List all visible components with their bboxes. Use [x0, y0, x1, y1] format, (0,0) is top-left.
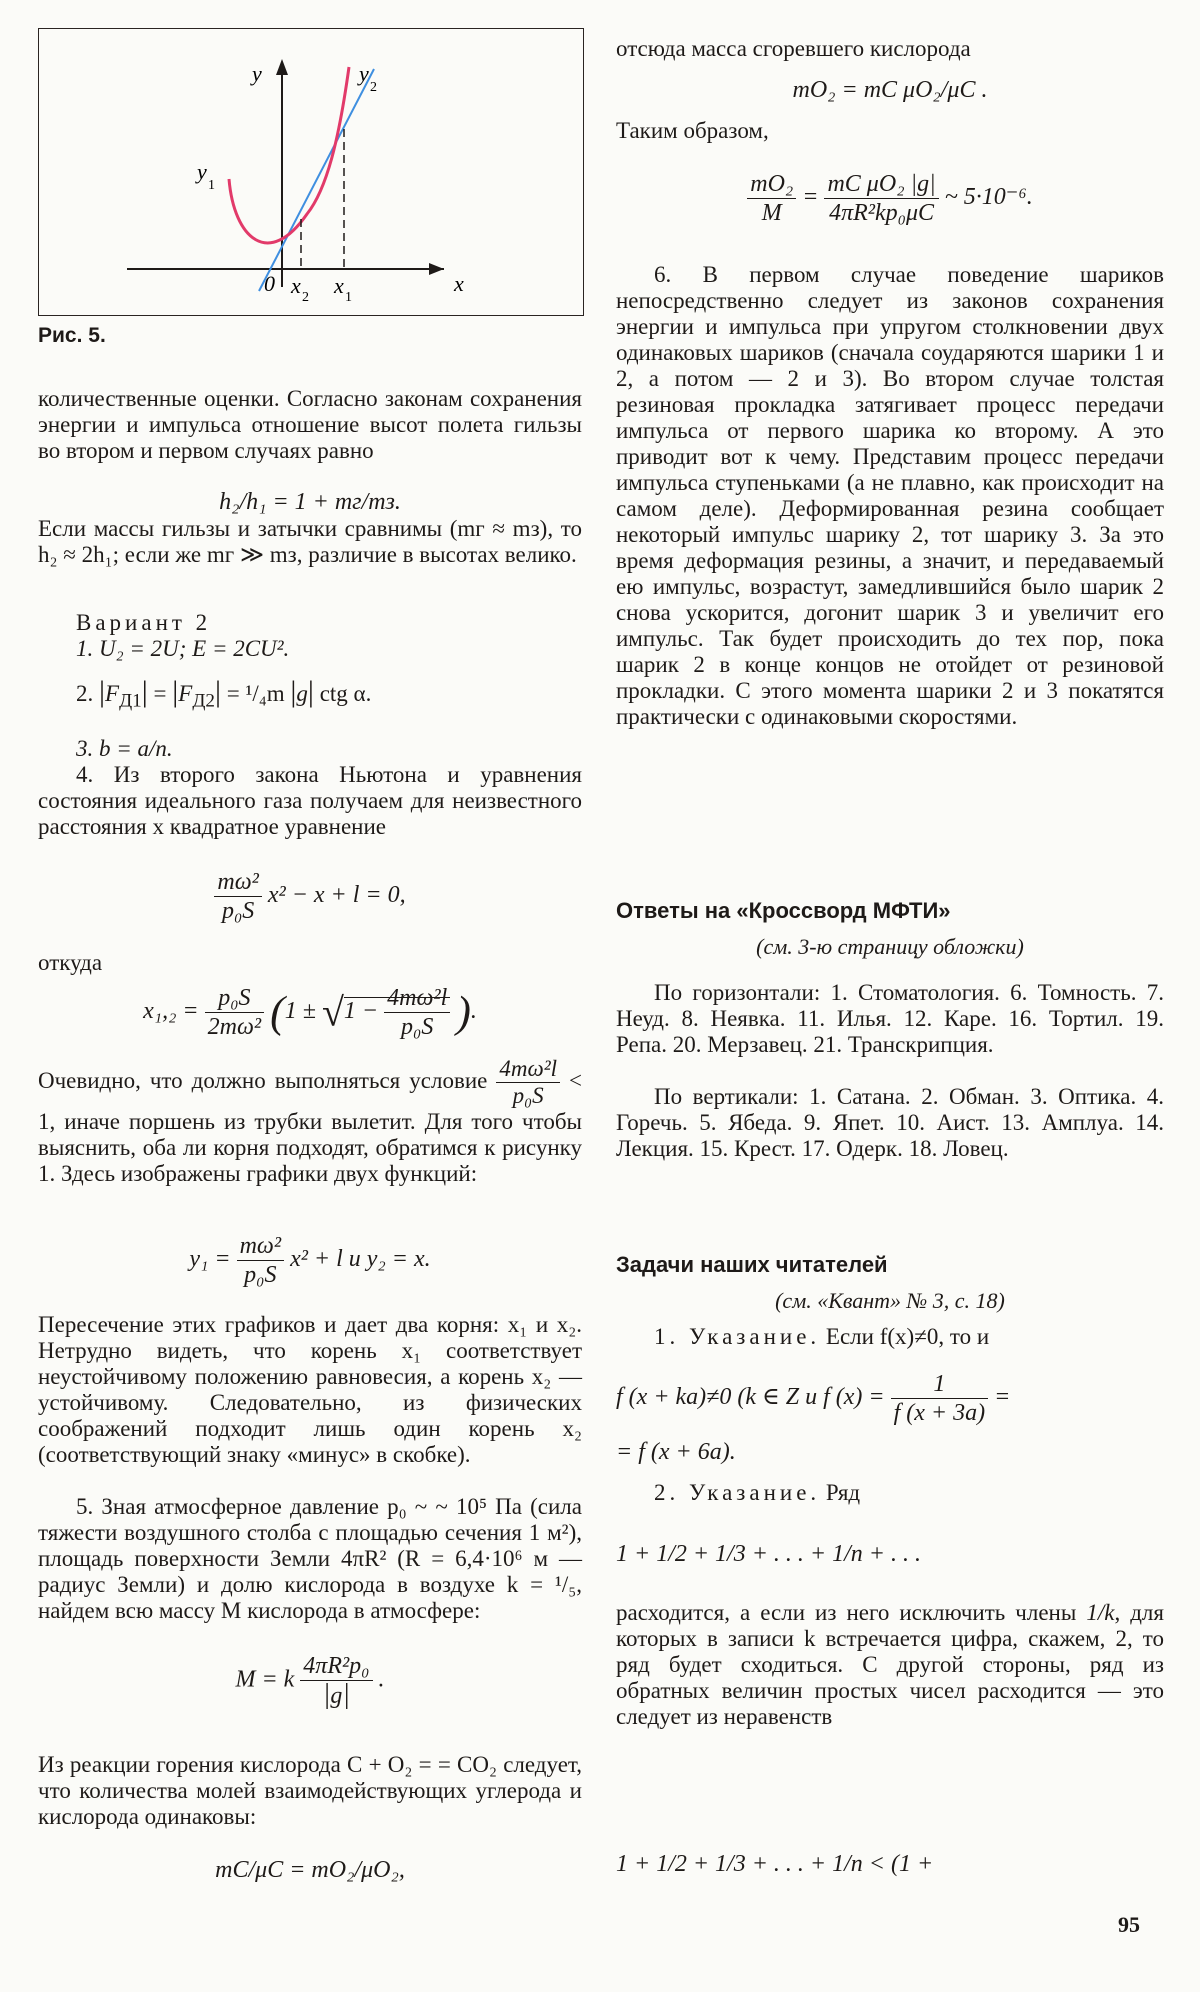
- label-y1-sub: 1: [208, 178, 215, 193]
- answer-2: 2. $|F_{Д1}| = |F_{Д2}| = ^1/_4m$ |g| ctg α.: [76, 675, 372, 712]
- label-x: x: [454, 271, 464, 296]
- crossword-horizontal: По горизонтали: 1. Стоматология. 6. Томность. 7. Неуд. 8. Неявка. 11. Илья. 12. Каре. 16. Тортил. 19. Репа. 20. Мерзавец. 21. Транскрипция.: [616, 980, 1164, 1057]
- series-text-a: расходится, а если из него исключить члены: [616, 1600, 1077, 1625]
- eq7-lhs: M = k: [235, 1666, 295, 1693]
- p5-a: Очевидно, что должно выполняться условие: [38, 1067, 488, 1093]
- left-paragraph-2: Если массы гильзы и затычки сравнимы (mг ≈ mз), то h₂ ≈ 2h₁; если же mг ≫ mз, различие в высотах велико.: [38, 516, 582, 567]
- y-arrow-icon: [276, 59, 288, 75]
- eq6-num: mω²: [237, 1232, 284, 1261]
- task-1-line: [616, 1324, 1164, 1350]
- right-line-1: отсюда масса сгоревшего кислорода: [616, 36, 971, 61]
- left-paragraph-1: количественные оценки. Согласно законам сохранения энергии и импульса отношение высот полета гильзы во втором и первом случаях равно: [38, 386, 582, 463]
- graph-svg: [39, 29, 583, 315]
- eq4-den: p₀S: [221, 898, 255, 924]
- equation-quadratic: [38, 868, 582, 925]
- equation-roots: x₁,₂ = $\frac{\text{p₀S}}{\text{2mω²}}$ (1 ± √1 − $\frac{\text{4mω²l}}{\text{p₀S}}$ ).: [143, 985, 477, 1040]
- t1-eq-a: f (x + ka)≠0 (k ∈ Z и f (x) =: [616, 1384, 885, 1411]
- equation-mass: M = k $\frac{\text{4πR²p₀}}{|g|}$ .: [235, 1653, 385, 1710]
- x-arrow-icon: [429, 263, 444, 275]
- crossword-vertical: По вертикали: 1. Сатана. 2. Обман. 3. Оптика. 4. Горечь. 5. Ябеда. 9. Япет. 10. Аист. 13. Амплуа. 14. Лекция. 15. Крест. 17. Одерк. 18. Ловец.: [616, 1084, 1164, 1161]
- section-sub-readers: (см. «Квант» № 3, с. 18): [775, 1288, 1005, 1313]
- section-heading-readers: Задачи наших читателей: [616, 1252, 888, 1277]
- line-y2: [259, 69, 374, 291]
- ratio-rhs-num: mC μO₂ |g|: [824, 170, 938, 199]
- right-paragraph-6: 6. В первом случае поведение шариков непосредственно следует из законов сохранения энергии и импульса при упругом столкновении двух одинаковых шариков (сначала соударяются шарики 1 и 2, а потом — 2 и 3). Во втором случае толстая резиновая прокладка затягивает процесс передачи импульса от первого шарика ко второму. А это приводит вот к чему. Представим процесс передачи импульса ступеньками (а не плавно, как происходит на самом деле). Деформированная резина сообщает некоторый импульс шарику 2, тот шарику 3. За это время деформация резины, а значит, и передаваемый ею импульс, возрастут, замедлившийся было шарик 2 снова ускорится, догонит шарик 3 и увеличит его импульс. Так будет происходить до тех пор, пока шарик 2 в конце концов не отойдет от резиновой прокладки. С этого момента шарики 2 и 3 покатятся практически с одинаковыми скоростями.: [616, 262, 1164, 729]
- answer-1: 1. U₂ = 2U; E = 2CU².: [76, 636, 290, 661]
- left-paragraph-7: 5. Зная атмосферное давление p₀ ~ ~ 10⁵ Па (сила тяжести воздушного столба с площадью сечения 1 м²), площадь поверхности Земли 4πR² (R = 6,4·10⁶ м — радиус Земли) и долю кислорода в воздухе k = ¹/₅, найдем всю массу M кислорода в атмосфере:: [38, 1494, 582, 1623]
- equation-heights: h₂/h₁ = 1 + mг/mз.: [219, 489, 401, 515]
- answer-2-tail: ctg α.: [319, 681, 372, 706]
- right-column: [616, 0, 1164, 1992]
- label-x1: x: [334, 273, 344, 298]
- task-2-line: [616, 1480, 1164, 1506]
- p5-num: 4mω²l: [496, 1056, 560, 1083]
- equation-ratio: $\frac{\text{mO₂}}{M}$ = $\frac{\text{mC μO₂ |g|}}{\text{4πR²kp₀μC}}$ ~ 5·10⁻⁶.: [616, 170, 1164, 227]
- task-1-equation: [616, 1370, 1164, 1427]
- ratio-rhs-den: 4πR²kp₀μC: [829, 200, 935, 226]
- eq6-lhs: y₁ =: [189, 1246, 231, 1273]
- t1-eq-den: f (x + 3a): [893, 1400, 986, 1426]
- label-x2-sub: 2: [302, 290, 309, 305]
- eq5-num: p₀S: [205, 984, 264, 1013]
- series-text-b: , для которых в записи k встречается цифра, скажем, 2, то ряд будет сходиться. С другой стороны, ряд из обратных величин простых чисел расходится — это следует из неравенств: [616, 1600, 1164, 1729]
- section-heading-crossword: Ответы на «Кроссворд МФТИ»: [616, 898, 951, 923]
- equation-moles: mC/μC = mO₂/μO₂,: [215, 1857, 405, 1883]
- eq6-rhs: x² + l и y₂ = x.: [290, 1246, 431, 1273]
- eq5-den: 2mω²: [207, 1014, 262, 1040]
- task-2-text: Ряд: [825, 1480, 861, 1505]
- task-1-label: 1. Указание.: [654, 1324, 821, 1349]
- label-y2: y: [359, 61, 369, 86]
- left-paragraph-8: Из реакции горения кислорода C + O₂ = = CO₂ следует, что количества молей взаимодействующих углерода и кислорода одинаковы:: [38, 1752, 582, 1829]
- eq7-num: 4πR²p₀: [300, 1652, 372, 1681]
- left-paragraph-6: Пересечение этих графиков и дает два корня: x₁ и x₂. Нетрудно видеть, что корень x₁ соответствует неустойчивому положению равновесия, а корень x₂ — устойчивому. Следовательно, из физических соображений подходит лишь один корень x₂ (соответствующий знаку «минус» в скобке).: [38, 1312, 582, 1467]
- eq4-num: mω²: [214, 868, 261, 897]
- series-inequality: 1 + 1/2 + 1/3 + . . . + 1/n < (1 +: [616, 1851, 934, 1877]
- left-paragraph-4: 4. Из второго закона Ньютона и уравнения состояния идеального газа получаем для неизвестного расстояния x квадратное уравнение: [38, 762, 582, 839]
- series-frac: 1/k: [1086, 1600, 1115, 1625]
- task-2-label: 2. Указание.: [654, 1480, 821, 1505]
- ratio-num: mO₂: [747, 170, 796, 199]
- eq5-inner-num: 4mω²l: [384, 984, 450, 1013]
- right-line-2: Таким образом,: [616, 118, 769, 143]
- series-harmonic: 1 + 1/2 + 1/3 + . . . + 1/n + . . .: [616, 1541, 921, 1567]
- eq6-den: p₀S: [244, 1262, 277, 1288]
- figure-caption: Рис. 5.: [38, 324, 106, 347]
- left-paragraph-5: [38, 1056, 582, 1187]
- label-y2-sub: 2: [370, 80, 377, 95]
- curve-y1: [229, 67, 349, 243]
- p5-b: < 1, иначе поршень из трубки вылетит. Для того чтобы выяснить, оба ли корня подходят, обратимся к рисунку 1. Здесь изображены графики двух функций:: [38, 1067, 582, 1186]
- page-number: 95: [1118, 1912, 1140, 1937]
- label-x2: x: [291, 273, 301, 298]
- label-y: y: [252, 61, 262, 86]
- t1-eq-b: =: [994, 1384, 1011, 1411]
- eq5-lhs: x₁,₂ =: [143, 998, 199, 1025]
- eq4-rest: x² − x + l = 0,: [267, 882, 406, 909]
- p5-den: p₀S: [512, 1083, 544, 1108]
- answer-2-rest: = ¹/₄m: [226, 681, 285, 706]
- eq5-inner-den: p₀S: [401, 1014, 434, 1040]
- task-1-equation-end: = f (x + 6a).: [616, 1439, 736, 1465]
- ratio-den: M: [761, 200, 782, 226]
- equation-functions: [38, 1232, 582, 1289]
- word-otkuda: откуда: [38, 950, 103, 975]
- t1-eq-num: 1: [891, 1370, 989, 1399]
- section-sub-crossword: (см. 3-ю страницу обложки): [756, 934, 1024, 959]
- answer-3: 3. b = a/n.: [76, 736, 173, 761]
- label-origin: 0: [264, 271, 275, 296]
- answer-2-label: 2.: [76, 681, 94, 706]
- label-y1: y: [197, 159, 207, 184]
- right-paragraph-series: [616, 1600, 1164, 1730]
- label-x1-sub: 1: [345, 290, 352, 305]
- eq7-den: g: [330, 1683, 343, 1709]
- equation-oxygen: mO₂ = mC μO₂/μC .: [792, 77, 988, 103]
- figure-graph: [38, 28, 584, 316]
- ratio-tail: ~ 5·10⁻⁶.: [944, 184, 1033, 211]
- variant-heading: Вариант 2: [76, 610, 212, 635]
- left-column: [38, 0, 582, 1992]
- task-1-text: Если f(x)≠0, то и: [825, 1324, 990, 1349]
